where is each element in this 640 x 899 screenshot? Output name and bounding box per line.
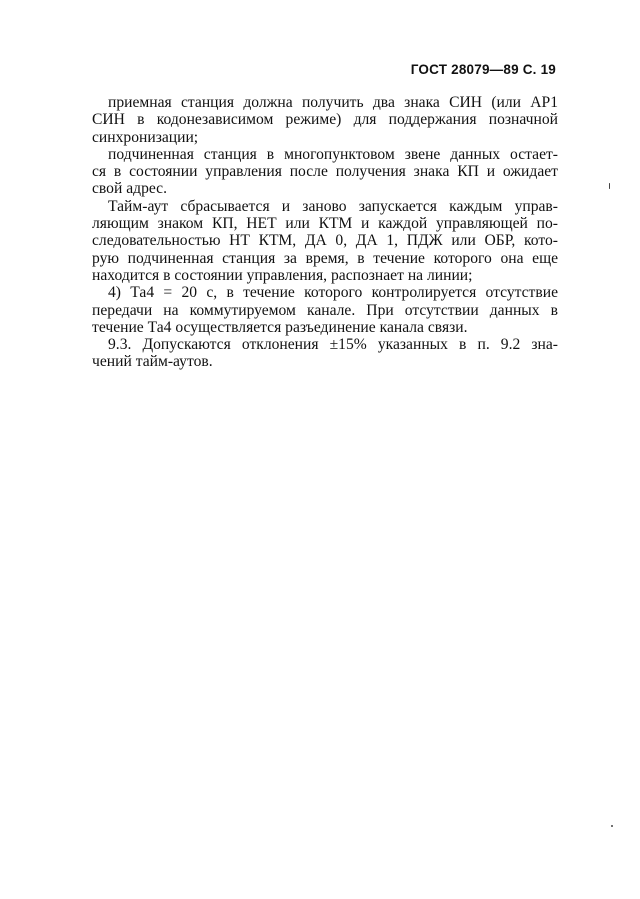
text-line: СИН в кодонезависимом режиме) для поддержания позначной (92, 111, 558, 129)
text-line: 4) Та4 = 20 с, в течение которого контролируется отсутствие (108, 284, 558, 302)
text-line: 9.3. Допускаются отклонения ±15% указанных в п. 9.2 зна- (108, 336, 558, 354)
text-line: подчиненная станция в многопунктовом звене данных остает- (108, 145, 558, 163)
text-line: следовательностью НТ КТМ, ДА 0, ДА 1, ПДЖ или ОБР, кото- (92, 232, 558, 250)
page-header: ГОСТ 28079—89 С. 19 (410, 62, 556, 77)
scan-speck (609, 183, 610, 189)
text-line: течение Та4 осуществляется разъединение канала связи. (92, 318, 468, 336)
text-line: находится в состоянии управления, распознает на линии; (92, 266, 473, 284)
text-line: приемная станция должна получить два знака СИН (или АР1 (108, 94, 558, 111)
text-line: рую подчиненная станция за время, в течение которого она еще (92, 249, 558, 267)
scan-speck (611, 825, 613, 827)
text-line: синхронизации; (92, 128, 199, 146)
document-body (92, 94, 558, 371)
text-line: передачи на коммутируемом канале. При отсутствии данных в (92, 301, 558, 319)
text-line: ляющим знаком КП, НЕТ или КТМ и каждой управляющей по- (92, 215, 558, 233)
text-line: свой адрес. (92, 180, 167, 198)
text-line: ся в состоянии управления после получения знака КП и ожидает (92, 163, 558, 181)
text-line: Тайм-аут сбрасывается и заново запускается каждым управ- (108, 197, 558, 215)
text-line: чений тайм-аутов. (92, 353, 213, 371)
